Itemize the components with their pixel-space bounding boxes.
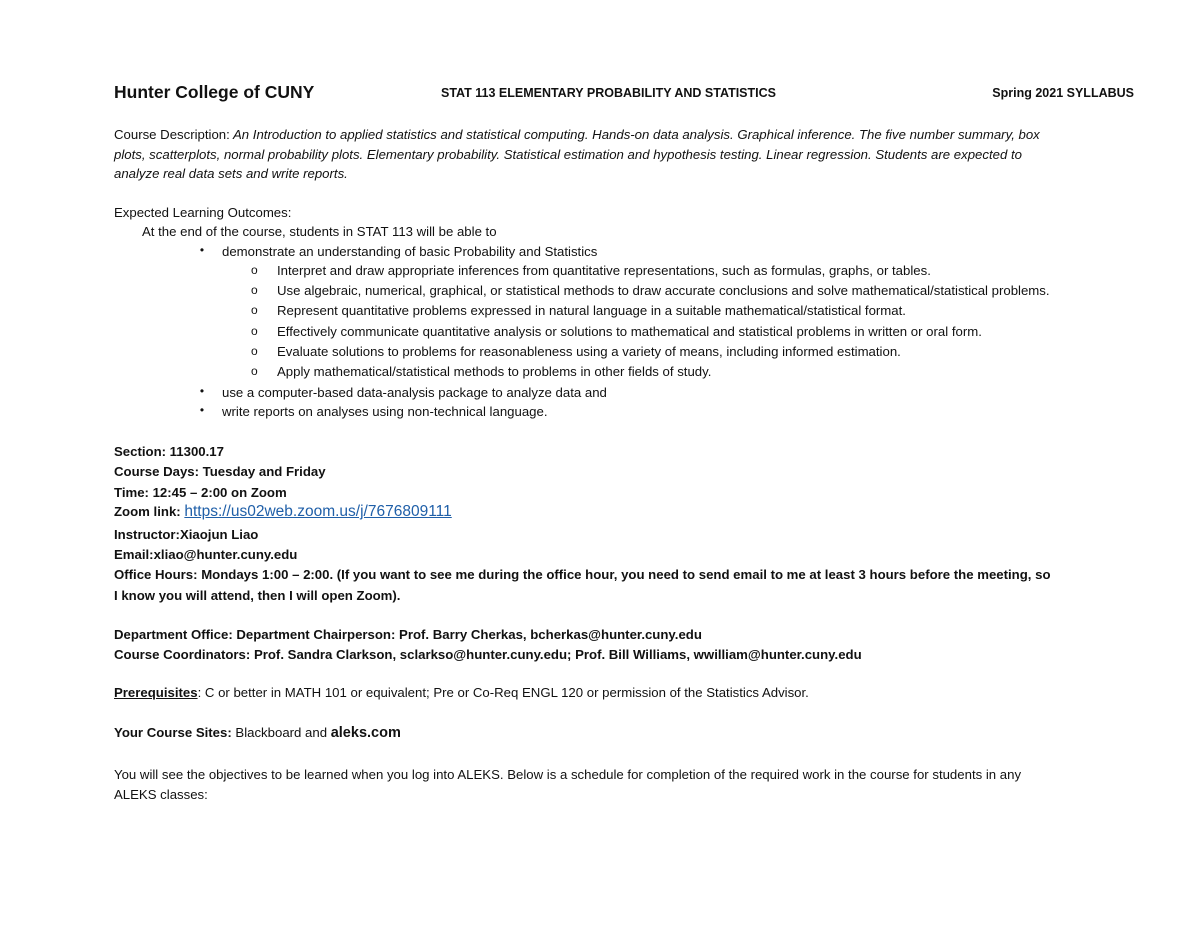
- sub-bullet-icon: o: [251, 303, 258, 317]
- bullet-icon: •: [199, 243, 205, 257]
- outcome-bullet-3: write reports on analyses using non-technical language.: [222, 404, 548, 419]
- sub-bullet-icon: o: [251, 344, 258, 358]
- course-sites-line: [114, 724, 401, 742]
- prerequisites-text: : C or better in MATH 101 or equivalent; Pre or Co-Req ENGL 120 or permission of the Statistics Advisor.: [197, 685, 809, 700]
- closing-line-2: ALEKS classes:: [114, 787, 208, 802]
- course-description-line-1: [114, 126, 1040, 144]
- aleks-site: aleks.com: [330, 725, 401, 741]
- outcomes-heading: Expected Learning Outcomes:: [114, 205, 292, 220]
- course-time: Time: 12:45 – 2:00 on Zoom: [114, 485, 287, 500]
- instructor-name: Instructor:Xiaojun Liao: [114, 527, 259, 542]
- prerequisites-line: [114, 684, 809, 702]
- office-hours-line-1: Office Hours: Mondays 1:00 – 2:00. (If you want to see me during the office hour, you need to send email to me at least 3 hours before the meeting, so: [114, 567, 1051, 582]
- office-hours-line-2: I know you will attend, then I will open Zoom).: [114, 588, 401, 603]
- document-header: [114, 82, 1134, 108]
- sub-bullet-icon: o: [251, 364, 258, 378]
- outcome-sub-item-3: Represent quantitative problems expressed in natural language in a suitable mathematical/statistical format.: [277, 303, 906, 318]
- course-sites-label: Your Course Sites:: [114, 725, 232, 740]
- outcome-bullet-1: demonstrate an understanding of basic Probability and Statistics: [222, 244, 598, 259]
- outcome-sub-item-1: Interpret and draw appropriate inferences from quantitative representations, such as formulas, graphs, or tables.: [277, 263, 931, 278]
- outcome-bullet-2: use a computer-based data-analysis package to analyze data and: [222, 385, 607, 400]
- sub-bullet-icon: o: [251, 283, 258, 297]
- outcome-sub-item-2: Use algebraic, numerical, graphical, or statistical methods to draw accurate conclusions and solve mathematical/statistical problems.: [277, 283, 1050, 298]
- sub-bullet-icon: o: [251, 263, 258, 277]
- instructor-email: Email:xliao@hunter.cuny.edu: [114, 547, 298, 562]
- course-sites-text: Blackboard and: [231, 725, 331, 740]
- sub-bullet-icon: o: [251, 324, 258, 338]
- section-number: Section: 11300.17: [114, 444, 224, 459]
- course-description-line-2: plots, scatterplots, normal probability plots. Elementary probability. Statistical estimation and hypothesis testing. Linear regression. Students are expected to: [114, 147, 1022, 162]
- zoom-link[interactable]: https://us02web.zoom.us/j/7676809111: [184, 503, 452, 520]
- outcomes-intro: At the end of the course, students in STAT 113 will be able to: [142, 224, 497, 239]
- course-description-label: Course Description:: [114, 127, 230, 142]
- course-description-text: An Introduction to applied statistics and statistical computing. Hands-on data analysis. Graphical inference. The five number summary, box: [229, 127, 1040, 142]
- bullet-icon: •: [199, 403, 205, 417]
- course-title: STAT 113 ELEMENTARY PROBABILITY AND STATISTICS: [441, 86, 776, 100]
- course-coordinators: Course Coordinators: Prof. Sandra Clarkson, sclarkso@hunter.cuny.edu; Prof. Bill Williams, wwilliam@hunter.cuny.edu: [114, 647, 862, 662]
- outcome-sub-item-6: Apply mathematical/statistical methods to problems in other fields of study.: [277, 364, 712, 379]
- bullet-icon: •: [199, 384, 205, 398]
- course-description-line-3: analyze real data sets and write reports.: [114, 166, 348, 181]
- course-days: Course Days: Tuesday and Friday: [114, 464, 326, 479]
- outcome-sub-item-5: Evaluate solutions to problems for reasonableness using a variety of means, including informed estimation.: [277, 344, 901, 359]
- prerequisites-label: Prerequisites: [114, 685, 198, 700]
- zoom-link-label: Zoom link:: [114, 504, 185, 519]
- college-name: Hunter College of CUNY: [114, 82, 315, 102]
- department-office: Department Office: Department Chairperson: Prof. Barry Cherkas, bcherkas@hunter.cuny.edu: [114, 627, 702, 642]
- zoom-link-line: [114, 503, 452, 521]
- closing-line-1: You will see the objectives to be learned when you log into ALEKS. Below is a schedule for completion of the required work in the course for students in any: [114, 767, 1022, 782]
- outcome-sub-item-4: Effectively communicate quantitative analysis or solutions to mathematical and statistical problems in written or oral form.: [277, 324, 982, 339]
- term-label: Spring 2021 SYLLABUS: [992, 86, 1134, 100]
